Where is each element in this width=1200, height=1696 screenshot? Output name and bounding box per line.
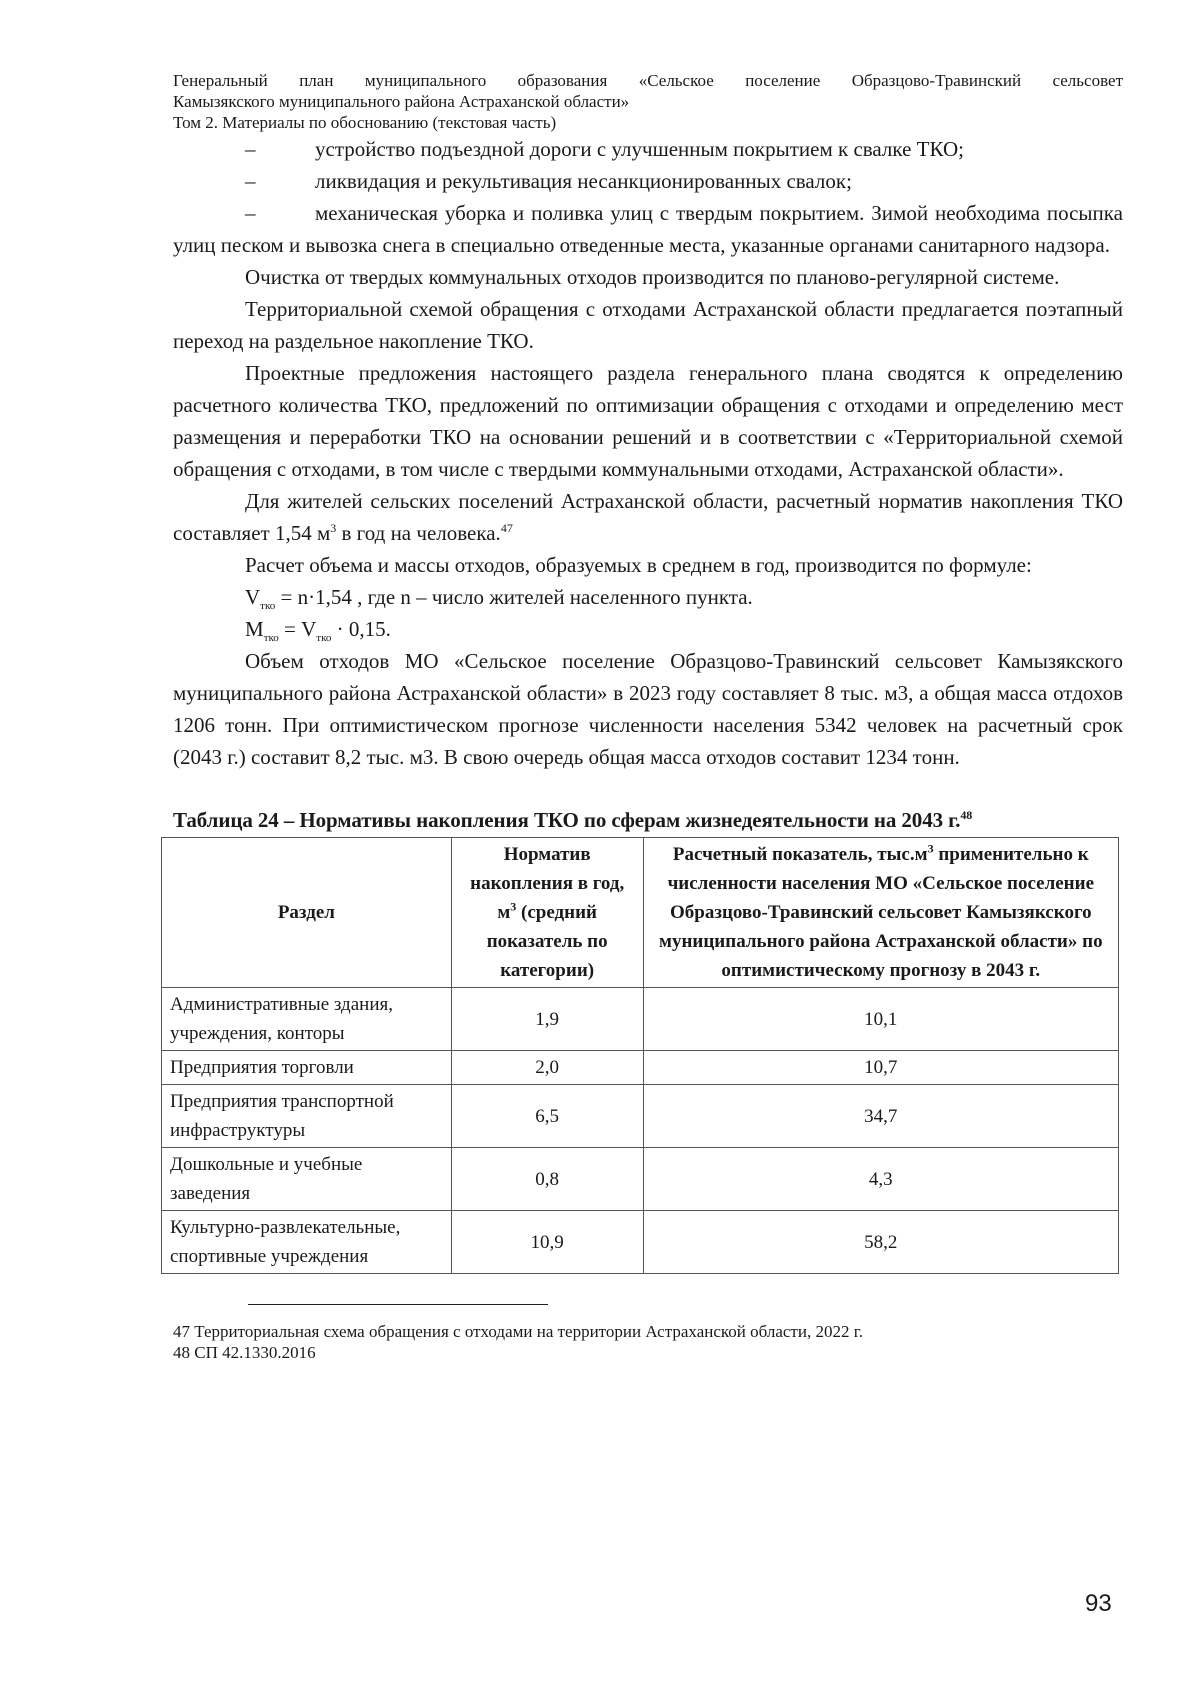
subscript: тко xyxy=(316,632,332,645)
table-row xyxy=(162,1148,1119,1211)
paragraph: Территориальной схемой обращения с отходами Астраханской области предлагается поэтапный переход на раздельное накопление ТКО. xyxy=(173,297,1123,353)
bullet-item xyxy=(173,197,1123,261)
waste-norms-table xyxy=(161,837,1119,1274)
footnote-48: 48 СП 42.1330.2016 xyxy=(173,1343,316,1362)
paragraph: Проектные предложения настоящего раздела генерального плана сводятся к определению расчетного количества ТКО, предложений по оптимизации обращения с отходами и определению мест размещения и переработки ТКО на основании решений и в соответствии с «Территориальной схемой обращения с отходами, в том числе с твердыми коммунальными отходами, Астраханской области». xyxy=(173,361,1123,481)
superscript: 3 xyxy=(510,899,517,914)
cell-calc: 10,1 xyxy=(643,988,1118,1051)
page-number: 93 xyxy=(1085,1590,1112,1617)
table-row xyxy=(162,988,1119,1051)
bullet-text: устройство подъездной дороги с улучшенным покрытием к свалке ТКО; xyxy=(315,137,964,161)
header-line-1: Генеральный план муниципального образования «Сельское поселение Образцово-Травинский сельсовет xyxy=(173,71,1123,90)
footnotes xyxy=(173,1321,1123,1363)
header-line-2: Камызякского муниципального района Астраханской области» xyxy=(173,92,630,111)
cell-norm: 1,9 xyxy=(451,988,643,1051)
cell-section: Административные здания, учреждения, конторы xyxy=(162,988,452,1051)
header-line-3: Том 2. Материалы по обоснованию (текстовая часть) xyxy=(173,113,557,132)
table-row xyxy=(162,1211,1119,1274)
cell-norm: 2,0 xyxy=(451,1051,643,1085)
bullet-dash: – xyxy=(245,169,256,193)
subscript: тко xyxy=(263,632,279,645)
cell-norm: 0,8 xyxy=(451,1148,643,1211)
paragraph: Расчет объема и массы отходов, образуемых в среднем в год, производится по формуле: xyxy=(245,553,1032,577)
header-text: Норматив накопления в год, м xyxy=(470,844,625,923)
formula-text: · 0,15. xyxy=(331,617,391,641)
table-row xyxy=(162,1085,1119,1148)
column-header-norm xyxy=(451,838,643,988)
body-text xyxy=(173,133,1123,773)
column-header-section: Раздел xyxy=(162,838,452,988)
cell-calc: 58,2 xyxy=(643,1211,1118,1274)
footnote-separator xyxy=(248,1304,548,1305)
superscript: 3 xyxy=(330,521,337,535)
paragraph-text: Для жителей сельских поселений Астраханской области, расчетный норматив накопления ТКО составляет 1,54 м xyxy=(173,489,1123,545)
cell-calc: 10,7 xyxy=(643,1051,1118,1085)
paragraph: Очистка от твердых коммунальных отходов производится по планово-регулярной системе. xyxy=(245,265,1060,289)
cell-calc: 4,3 xyxy=(643,1148,1118,1211)
formula-text: = V xyxy=(278,617,317,641)
footnote-47: 47 Территориальная схема обращения с отходами на территории Астраханской области, 2022 г. xyxy=(173,1322,864,1341)
cell-section: Культурно-развлекательные, спортивные учреждения xyxy=(162,1211,452,1274)
footnote-ref[interactable]: 48 xyxy=(960,808,973,822)
cell-section: Предприятия транспортной инфраструктуры xyxy=(162,1085,452,1148)
bullet-text: механическая уборка и поливка улиц с твердым покрытием. Зимой необходима посыпка улиц песком и вывозка снега в специально отведенные места, указанные органами санитарного надзора. xyxy=(173,201,1123,257)
table-row xyxy=(162,1051,1119,1085)
bullet-item xyxy=(173,133,1123,165)
cell-norm: 6,5 xyxy=(451,1085,643,1148)
bullet-text: ликвидация и рекультивация несанкционированных свалок; xyxy=(315,169,852,193)
cell-calc: 34,7 xyxy=(643,1085,1118,1148)
paragraph xyxy=(173,485,1123,549)
header-text: Расчетный показатель, тыс.м xyxy=(672,844,928,865)
bullet-dash: – xyxy=(245,201,256,225)
formula-text: = n·1,54 , где n – число жителей населенного пункта. xyxy=(275,585,753,609)
header-text: применительно к численности населения МО «Сельское поселение Образцово-Травинский сельсовет Камызякского муниципального района Астраханской области» по оптимистическому прогнозу в 2043 г. xyxy=(659,844,1103,981)
formula-mass xyxy=(173,613,1123,645)
bullet-item xyxy=(173,165,1123,197)
running-header xyxy=(173,70,1123,133)
paragraph: Объем отходов МО «Сельское поселение Образцово-Травинский сельсовет Камызякского муниципального района Астраханской области» в 2023 году составляет 8 тыс. м3, а общая масса отдохов 1206 тонн. При оптимистическом прогнозе численности населения 5342 человек на расчетный срок (2043 г.) составит 8,2 тыс. м3. В свою очередь общая масса отходов составит 1234 тонн. xyxy=(173,649,1123,769)
bullet-dash: – xyxy=(245,137,256,161)
cell-section: Предприятия торговли xyxy=(162,1051,452,1085)
subscript: тко xyxy=(260,600,276,613)
table-caption xyxy=(173,805,1123,835)
cell-section: Дошкольные и учебные заведения xyxy=(162,1148,452,1211)
formula-text: V xyxy=(245,585,261,609)
cell-norm: 10,9 xyxy=(451,1211,643,1274)
table-header-row xyxy=(162,838,1119,988)
column-header-calc xyxy=(643,838,1118,988)
document-page xyxy=(170,70,1123,1363)
caption-text: Таблица 24 – Нормативы накопления ТКО по сферам жизнедеятельности на 2043 г. xyxy=(173,808,961,832)
formula-volume xyxy=(173,581,1123,613)
superscript: 3 xyxy=(927,841,934,856)
footnote-ref[interactable]: 47 xyxy=(500,521,513,535)
paragraph-text: в год на человека. xyxy=(336,521,501,545)
formula-text: M xyxy=(245,617,264,641)
header-text: (средний показатель по категории) xyxy=(486,902,608,981)
